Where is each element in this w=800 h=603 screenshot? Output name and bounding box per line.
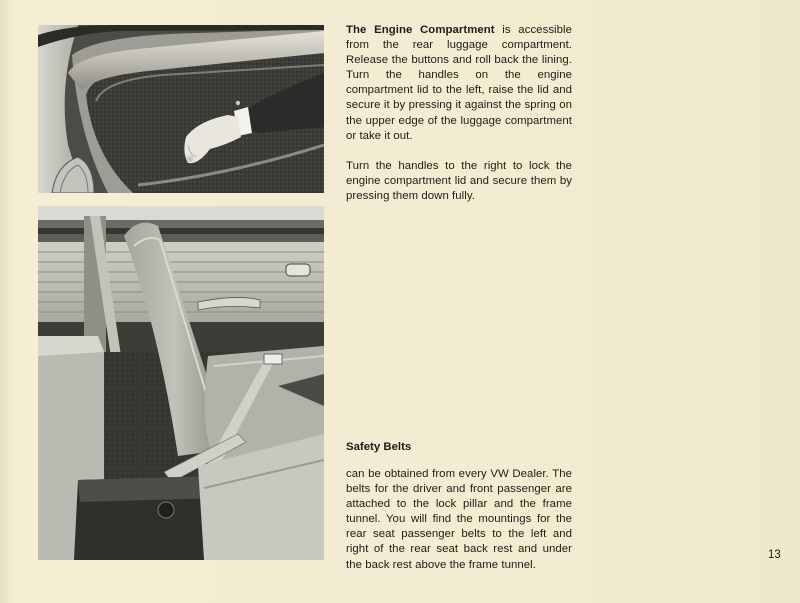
interior-seat-belts-photo [38, 206, 324, 560]
page-number: 13 [768, 549, 781, 561]
engine-paragraph-2: Turn the handles to the right to lock the engine compartment lid and secure them by pressing them down fully. [346, 159, 572, 202]
luggage-compartment-photo [38, 25, 324, 193]
safety-belts-heading: Safety Belts [346, 441, 412, 453]
engine-paragraph-1 [346, 23, 572, 144]
engine-paragraph-1-body: is accessible from the rear luggage compartment. Release the buttons and roll back the lining. Turn the handles on the engine compartment lid to the left, raise the lid and secure it by pressing it against the spring on the upper edge of the luggage compartment or take it out. [346, 24, 572, 142]
engine-compartment-text [346, 23, 572, 204]
engine-compartment-heading: The Engine Compartment [346, 24, 495, 36]
safety-belts-text [346, 467, 572, 573]
safety-paragraph: can be obtained from every VW Dealer. The belts for the driver and front passenger are attached to the lock pillar and the frame tunnel. You will find the mountings for the rear seat passenger belts to the left and right of the rear seat back rest and under the back rest above the frame tunnel. [346, 468, 572, 571]
